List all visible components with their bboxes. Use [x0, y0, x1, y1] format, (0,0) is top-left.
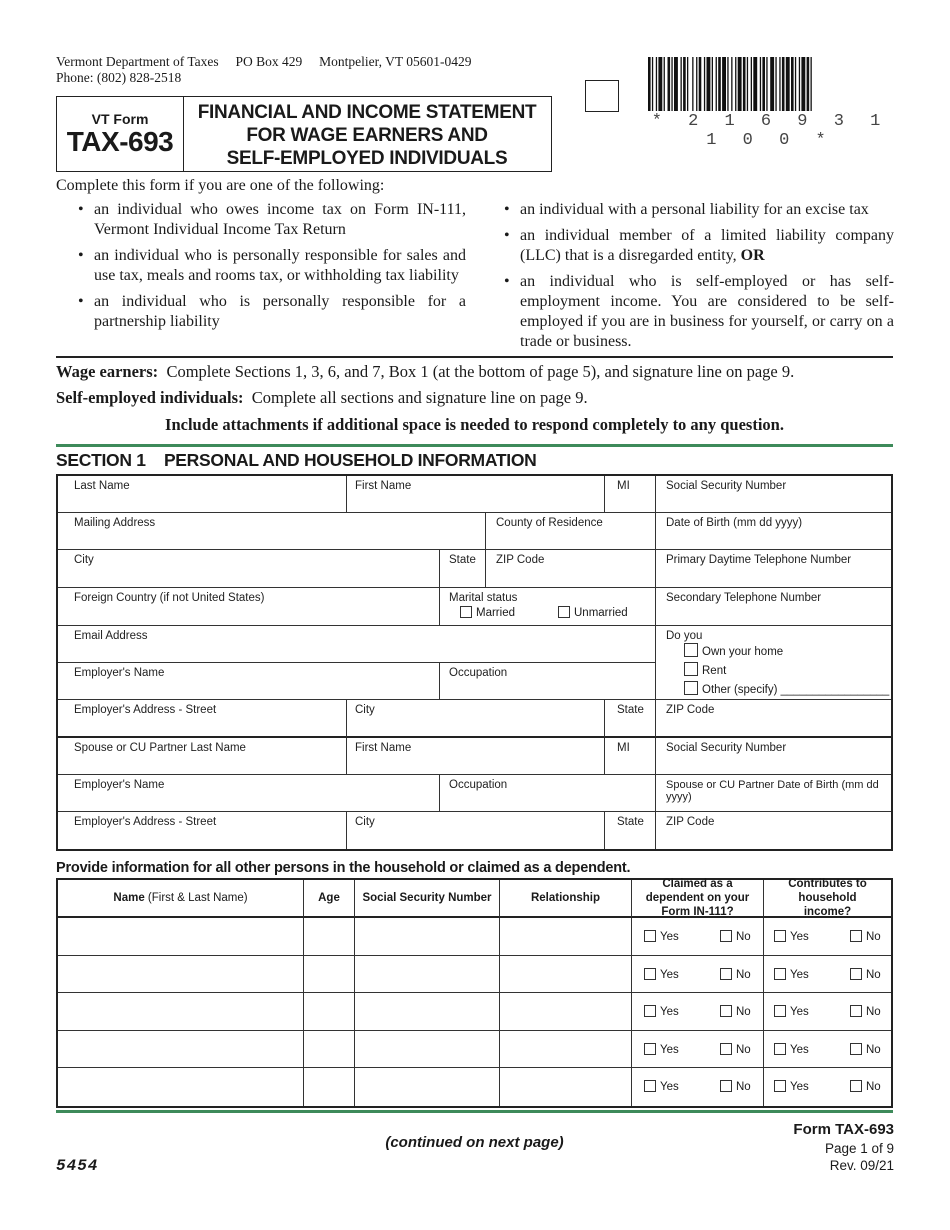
table-cell[interactable]	[355, 956, 500, 994]
wage-earners-instruction	[56, 362, 794, 382]
barcode-bar	[791, 57, 794, 111]
contributes-yes-option[interactable]	[774, 968, 809, 981]
barcode-bar	[786, 57, 790, 111]
continued-note: (continued on next page)	[385, 1134, 564, 1151]
contributes-yes-option[interactable]	[774, 1080, 809, 1093]
barcode-bar	[795, 57, 796, 111]
list-item-text: an individual member of a limited liability company (LLC) that is a disregarded entity,	[520, 227, 894, 264]
contributes-no-option[interactable]	[850, 930, 881, 943]
spouse-last-name-field[interactable]	[58, 738, 347, 775]
section-divider	[56, 444, 893, 447]
checkbox[interactable]	[684, 662, 698, 676]
field-label: Spouse or CU Partner Date of Birth (mm dd yyyy)	[666, 779, 879, 803]
form-number: TAX-693	[66, 126, 174, 157]
table-cell[interactable]	[304, 1031, 355, 1069]
spouse-employer-zip-field[interactable]	[656, 812, 891, 849]
checkbox[interactable]	[644, 1043, 656, 1055]
spouse-employer-street-field[interactable]	[58, 812, 347, 849]
barcode-bar	[692, 57, 693, 111]
own-home-option[interactable]	[684, 643, 783, 658]
form-id	[57, 97, 184, 171]
employer-street-field[interactable]	[58, 700, 347, 738]
list-item: • an individual who owes income tax on Form IN-111, Vermont Individual Income Tax Return	[76, 200, 466, 240]
option-label: Yes	[790, 931, 809, 943]
barcode-bar	[656, 57, 657, 111]
barcode-bar	[760, 57, 761, 111]
employer-state-field[interactable]	[605, 700, 656, 738]
self-employed-instruction	[56, 388, 588, 408]
field-label: Foreign Country (if not United States)	[74, 592, 265, 604]
email-field[interactable]	[58, 626, 656, 663]
barcode-bar	[668, 57, 671, 111]
field-label: Marital status	[449, 592, 518, 604]
barcode-bar	[718, 57, 721, 111]
claimed-no-option[interactable]	[720, 968, 751, 981]
option-label: No	[866, 931, 881, 943]
contributes-no-option[interactable]	[850, 1080, 881, 1093]
field-label: Employer's Address - Street	[74, 816, 217, 828]
barcode-bar	[716, 57, 717, 111]
section1-form	[56, 474, 893, 851]
intro-right-list	[502, 200, 894, 358]
agency-address	[56, 53, 471, 70]
first-name-field[interactable]	[347, 476, 605, 513]
field-label: Date of Birth (mm dd yyyy)	[666, 517, 803, 529]
checkbox[interactable]	[644, 1005, 656, 1017]
footer-revision: Rev. 09/21	[829, 1158, 894, 1173]
barcode-bar	[799, 57, 800, 111]
option-label: No	[736, 931, 751, 943]
mi-field[interactable]	[605, 476, 656, 513]
barcode-bar	[722, 57, 726, 111]
header-bold: Name	[113, 892, 145, 904]
field-label: Employer's Address - Street	[74, 704, 217, 716]
table-cell[interactable]	[500, 1068, 632, 1106]
agency-phone: Phone: (802) 828-2518	[56, 70, 182, 85]
column-header-contributes: Contributes to household income?	[764, 880, 891, 918]
field-label: Occupation	[449, 779, 508, 791]
spouse-dob-field[interactable]	[656, 775, 891, 812]
list-item: • an individual who is personally responsible for sales and use tax, meals and rooms tax, or withholding tax liability	[76, 246, 466, 286]
field-label: ZIP Code	[666, 704, 715, 716]
checkbox[interactable]	[720, 930, 732, 942]
city-field[interactable]	[58, 550, 440, 588]
checkbox[interactable]	[850, 1080, 862, 1092]
table-cell[interactable]	[355, 918, 500, 956]
option-label: Yes	[660, 1006, 679, 1019]
agency-name: Vermont Department of Taxes	[56, 54, 219, 69]
field-label: Employer's Name	[74, 667, 165, 679]
primary-phone-field[interactable]	[656, 550, 891, 588]
barcode-bar	[696, 57, 697, 111]
checkbox[interactable]	[720, 1080, 732, 1092]
barcode-bar	[807, 57, 810, 111]
checkbox[interactable]	[720, 1043, 732, 1055]
barcode-bar	[743, 57, 746, 111]
barcode-bar	[664, 57, 665, 111]
option-label: Yes	[660, 931, 679, 943]
field-label: City	[355, 704, 375, 716]
table-cell[interactable]	[500, 1031, 632, 1069]
checkbox[interactable]	[684, 681, 698, 695]
table-cell[interactable]	[58, 918, 304, 956]
dob-field[interactable]	[656, 513, 891, 550]
claimed-no-option[interactable]	[720, 1005, 751, 1018]
field-label: Mailing Address	[74, 517, 156, 529]
section1-heading	[56, 450, 536, 471]
employer-zip-field[interactable]	[656, 700, 891, 738]
field-label: ZIP Code	[666, 816, 715, 828]
claimed-yes-option[interactable]	[644, 1005, 679, 1018]
table-cell[interactable]	[58, 1068, 304, 1106]
field-label: MI	[617, 742, 630, 754]
table-cell[interactable]	[304, 918, 355, 956]
spouse-mi-field[interactable]	[605, 738, 656, 775]
option-label: No	[736, 1043, 751, 1056]
option-label: Yes	[790, 1006, 809, 1019]
claimed-no-option[interactable]	[720, 1080, 751, 1093]
po-box: PO Box 429	[235, 54, 303, 69]
barcode-bar	[801, 57, 805, 111]
form-title-line: FOR WAGE EARNERS AND	[246, 125, 488, 146]
barcode-bar	[779, 57, 780, 111]
option-label: Own your home	[702, 646, 784, 658]
state-field[interactable]	[440, 550, 486, 588]
barcode-bar	[652, 57, 653, 111]
option-label: No	[736, 1081, 751, 1094]
spouse-occupation-field[interactable]	[440, 775, 656, 812]
checkbox[interactable]	[774, 1043, 786, 1055]
wage-earners-text: Complete Sections 1, 3, 6, and 7, Box 1 (at the bottom of page 5), and signature line on page 9.	[166, 362, 795, 381]
contributes-no-option[interactable]	[850, 1005, 881, 1018]
barcode-bar	[775, 57, 776, 111]
table-cell[interactable]	[58, 993, 304, 1031]
barcode-bar	[712, 57, 713, 111]
field-label: Primary Daytime Telephone Number	[666, 554, 852, 566]
option-label: Other (specify) _________________	[702, 684, 890, 696]
field-label: County of Residence	[496, 517, 603, 529]
spouse-employer-city-field[interactable]	[347, 812, 605, 849]
barcode-bar	[738, 57, 742, 111]
married-option[interactable]	[460, 606, 515, 619]
field-label: State	[617, 816, 644, 828]
column-header-claimed: Claimed as a dependent on your Form IN-111?	[632, 880, 764, 918]
barcode-bar	[674, 57, 678, 111]
table-cell[interactable]	[500, 918, 632, 956]
intro-left-list	[76, 200, 466, 338]
rent-option[interactable]	[684, 662, 726, 677]
barcode-bar	[671, 57, 672, 111]
contributes-no-option[interactable]	[850, 1043, 881, 1056]
option-label: Yes	[790, 968, 809, 981]
claimed-yes-option[interactable]	[644, 1080, 679, 1093]
contributes-yes-option[interactable]	[774, 930, 809, 943]
list-item	[502, 226, 894, 266]
attachments-note: Include attachments if additional space is needed to respond completely to any question.	[165, 415, 784, 434]
checkbox[interactable]	[774, 1080, 786, 1092]
table-cell[interactable]	[58, 956, 304, 994]
contributes-yes-option[interactable]	[774, 1043, 809, 1056]
option-label: Yes	[790, 1043, 809, 1056]
table-cell[interactable]	[58, 1031, 304, 1069]
barcode-bar	[707, 57, 711, 111]
field-label: Social Security Number	[666, 480, 787, 492]
table-cell[interactable]	[500, 956, 632, 994]
claimed-no-option[interactable]	[720, 1043, 751, 1056]
barcode-bar	[782, 57, 785, 111]
unmarried-option[interactable]	[558, 606, 628, 619]
field-label: Do you	[666, 630, 703, 642]
option-label: Married	[476, 607, 515, 619]
checkbox[interactable]	[720, 968, 732, 980]
option-label: Yes	[660, 1043, 679, 1056]
spouse-ssn-field[interactable]	[656, 738, 891, 775]
field-label: State	[617, 704, 644, 716]
checkbox[interactable]	[850, 1043, 862, 1055]
barcode-bar	[727, 57, 728, 111]
form-title-box	[56, 96, 552, 172]
table-cell[interactable]	[355, 993, 500, 1031]
household-heading: Provide information for all other persons in the household or claimed as a dependent.	[56, 860, 631, 876]
checkbox[interactable]	[460, 606, 472, 618]
intro-lead: Complete this form if you are one of the following:	[56, 177, 385, 194]
table-cell[interactable]	[304, 1068, 355, 1106]
list-item: • an individual with a personal liability for an excise tax	[502, 200, 894, 220]
office-use-box	[585, 80, 619, 112]
option-label: Yes	[660, 1081, 679, 1094]
contributes-no-option[interactable]	[850, 968, 881, 981]
list-item: • an individual who is self-employed or has self-employment income. You are considered to be self-employed if you are in business for yourself, or carry on a trade or business.	[502, 272, 894, 352]
option-label: No	[866, 1081, 881, 1094]
column-header-age: Age	[304, 880, 355, 918]
option-label: No	[866, 1043, 881, 1056]
county-field[interactable]	[486, 513, 656, 550]
form-title	[183, 101, 551, 170]
field-label: First Name	[355, 742, 412, 754]
field-label: First Name	[355, 480, 412, 492]
option-label: No	[736, 968, 751, 981]
footer-page-number: Page 1 of 9	[824, 1141, 894, 1156]
checkbox[interactable]	[684, 643, 698, 657]
form-code: 5454	[56, 1157, 99, 1175]
spouse-employer-state-field[interactable]	[605, 812, 656, 849]
list-item-emphasis: OR	[740, 247, 765, 264]
footer-form-number: Form TAX-693	[793, 1121, 894, 1138]
option-label: No	[866, 968, 881, 981]
spouse-employer-name-field[interactable]	[58, 775, 440, 812]
section-number: SECTION 1	[56, 450, 146, 470]
section-title: PERSONAL AND HOUSEHOLD INFORMATION	[163, 450, 537, 470]
secondary-phone-field[interactable]	[656, 588, 891, 626]
form-title-line: FINANCIAL AND INCOME STATEMENT	[197, 102, 537, 123]
bottom-divider	[56, 1110, 893, 1113]
barcode-bar	[753, 57, 757, 111]
table-cell[interactable]	[500, 993, 632, 1031]
checkbox[interactable]	[720, 1005, 732, 1017]
divider	[56, 356, 893, 358]
claimed-yes-option[interactable]	[644, 1043, 679, 1056]
barcode-bar	[751, 57, 752, 111]
barcode-bar	[687, 57, 688, 111]
barcode-bar	[770, 57, 774, 111]
column-header-name	[58, 880, 304, 918]
checkbox[interactable]	[850, 930, 862, 942]
header-rest: (First & Last Name)	[144, 892, 248, 904]
claimed-no-option[interactable]	[720, 930, 751, 943]
checkbox[interactable]	[850, 968, 862, 980]
option-label: Yes	[790, 1081, 809, 1094]
city-state: Montpelier, VT 05601-0429	[319, 54, 472, 69]
barcode-bar	[766, 57, 767, 111]
field-label: Employer's Name	[74, 779, 165, 791]
barcode-bar	[735, 57, 736, 111]
mailing-address-field[interactable]	[58, 513, 486, 550]
household-table	[56, 878, 893, 1108]
checkbox[interactable]	[774, 930, 786, 942]
barcode-bar	[762, 57, 765, 111]
barcode-bar	[658, 57, 662, 111]
spouse-first-name-field[interactable]	[347, 738, 605, 775]
barcode-bar	[704, 57, 705, 111]
barcode-number: * 2 1 6 9 3 1 1 0 0 *	[651, 112, 889, 150]
table-cell[interactable]	[304, 956, 355, 994]
field-label: Occupation	[449, 667, 508, 679]
barcode-bar	[681, 57, 682, 111]
field-label: Last Name	[74, 480, 130, 492]
barcode-bar	[811, 57, 812, 111]
table-cell[interactable]	[304, 993, 355, 1031]
barcode-bar	[648, 57, 651, 111]
barcode-bar	[699, 57, 702, 111]
barcode-bar	[747, 57, 748, 111]
field-label: MI	[617, 480, 630, 492]
form-title-line: SELF-EMPLOYED INDIVIDUALS	[226, 148, 508, 169]
checkbox[interactable]	[644, 1080, 656, 1092]
checkbox[interactable]	[774, 1005, 786, 1017]
checkbox[interactable]	[644, 930, 656, 942]
ssn-field[interactable]	[656, 476, 891, 513]
employer-name-field[interactable]	[58, 663, 440, 700]
option-label: No	[736, 1006, 751, 1019]
claimed-yes-option[interactable]	[644, 968, 679, 981]
checkbox[interactable]	[558, 606, 570, 618]
field-label: Social Security Number	[666, 742, 787, 754]
column-header-ssn: Social Security Number	[355, 880, 500, 918]
field-label: ZIP Code	[496, 554, 545, 566]
barcode-bar	[683, 57, 686, 111]
checkbox[interactable]	[774, 968, 786, 980]
form-label: VT Form	[91, 111, 149, 127]
field-label: Email Address	[74, 630, 148, 642]
contributes-yes-option[interactable]	[774, 1005, 809, 1018]
self-employed-label: Self-employed individuals:	[56, 388, 244, 407]
checkbox[interactable]	[644, 968, 656, 980]
employer-city-field[interactable]	[347, 700, 605, 738]
self-employed-text: Complete all sections and signature line on page 9.	[251, 388, 588, 407]
list-item: • an individual who is personally responsible for a partnership liability	[76, 292, 466, 332]
option-label: Rent	[702, 665, 727, 677]
foreign-country-field[interactable]	[58, 588, 440, 626]
field-label: Secondary Telephone Number	[666, 592, 822, 604]
field-label: City	[355, 816, 375, 828]
barcode-bar	[731, 57, 732, 111]
occupation-field[interactable]	[440, 663, 656, 700]
checkbox[interactable]	[850, 1005, 862, 1017]
option-label: No	[866, 1006, 881, 1019]
field-label: Spouse or CU Partner Last Name	[74, 742, 246, 754]
option-label: Unmarried	[574, 607, 628, 619]
table-cell[interactable]	[355, 1031, 500, 1069]
last-name-field[interactable]	[58, 476, 347, 513]
zip-field[interactable]	[486, 550, 656, 588]
field-label: State	[449, 554, 476, 566]
claimed-yes-option[interactable]	[644, 930, 679, 943]
wage-earners-label: Wage earners:	[56, 362, 159, 381]
barcode	[648, 57, 892, 111]
table-cell[interactable]	[355, 1068, 500, 1106]
field-label: City	[74, 554, 94, 566]
option-label: Yes	[660, 968, 679, 981]
other-option[interactable]	[684, 681, 889, 696]
column-header-relationship: Relationship	[500, 880, 632, 918]
